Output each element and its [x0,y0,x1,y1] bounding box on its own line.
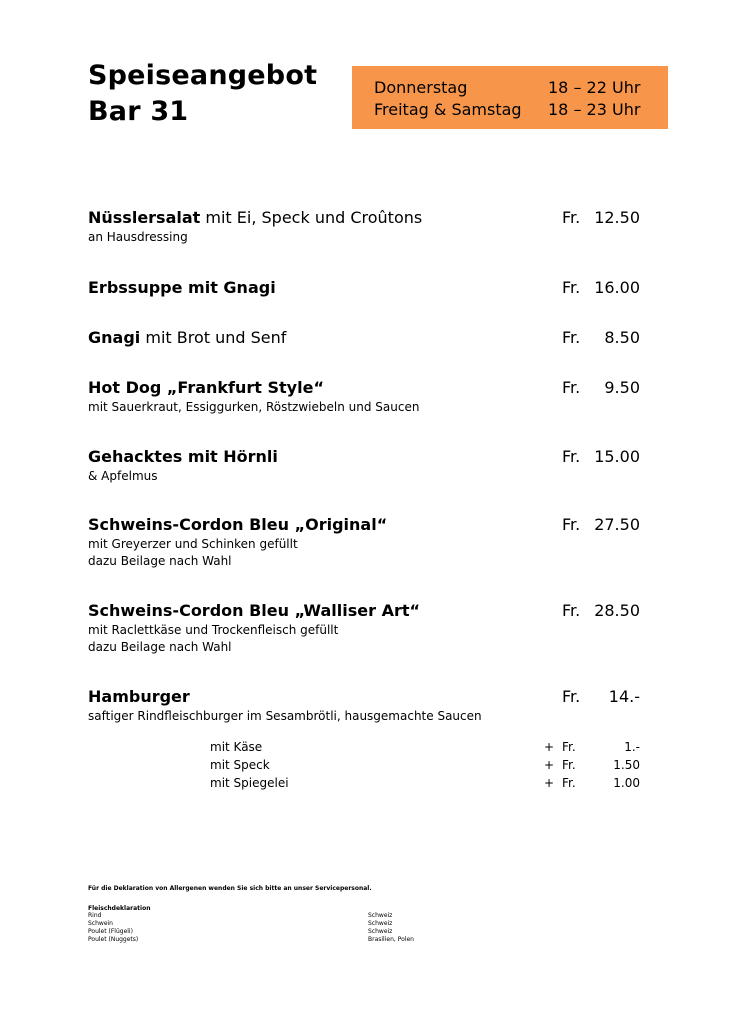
addon-currency: Fr. [562,740,576,754]
hours-row [374,99,668,121]
price-currency: Fr. [562,208,581,227]
menu-item-name-bold: Gehacktes mit Hörnli [88,447,278,466]
declaration-origin: Brasilien, Polen [368,936,414,943]
menu-item-name [88,686,640,708]
declaration-row [88,936,488,944]
menu-item [88,327,640,349]
menu-item-desc: an Hausdressing [88,230,188,244]
price-amount: 8.50 [604,328,640,347]
meat-declaration-list [88,912,488,944]
menu-item [88,207,640,246]
price-currency: Fr. [562,447,581,466]
title-line-2: Bar 31 [88,96,189,127]
price-amount: 15.00 [594,447,640,466]
menu-item-desc: dazu Beilage nach Wahl [88,554,232,568]
price-currency: Fr. [562,278,581,297]
menu-item-name-bold: Nüsslersalat [88,208,201,227]
menu-item-name [88,377,640,399]
menu-item-name-bold: Gnagi [88,328,141,347]
menu-item-desc: & Apfelmus [88,469,158,483]
declaration-origin: Schweiz [368,928,393,935]
menu-item-desc: saftiger Rindfleischburger im Sesambrötli, hausgemachte Saucen [88,709,482,723]
menu-item-name [88,600,640,622]
menu-item-name-rest: mit Brot und Senf [140,328,287,347]
menu-item-name [88,277,640,299]
addon-label: mit Speck [210,758,270,772]
menu-item-name-bold: Hot Dog „Frankfurt Style“ [88,378,324,397]
menu-item-desc: mit Sauerkraut, Essiggurken, Röstzwiebeln und Saucen [88,400,420,414]
hours-day: Freitag & Samstag [374,100,522,119]
price-amount: 12.50 [594,208,640,227]
menu-item-name-bold: Hamburger [88,687,190,706]
price-amount: 27.50 [594,515,640,534]
addon-plus: + [544,776,555,790]
declaration-origin: Schweiz [368,920,393,927]
menu-item [88,514,640,570]
addon-plus: + [544,740,555,754]
hours-day: Donnerstag [374,78,468,97]
menu-item-name-bold: Schweins-Cordon Bleu „Original“ [88,515,388,534]
addon-label: mit Käse [210,740,263,754]
allergen-note: Für die Deklaration von Allergenen wenden Sie sich bitte an unser Servicepersonal. [88,885,372,892]
declaration-origin: Schweiz [368,912,393,919]
addon-label: mit Spiegelei [210,776,289,790]
menu-item-name-bold: Erbssuppe mit Gnagi [88,278,276,297]
declaration-row [88,912,488,920]
menu-item [88,277,640,299]
price-amount: 14.- [608,687,640,706]
menu-item-name [88,327,640,349]
hours-time: 18 – 23 Uhr [548,100,641,119]
menu-item [88,446,640,485]
hours-time: 18 – 22 Uhr [548,78,641,97]
page-title [88,58,317,130]
addon-currency: Fr. [562,776,576,790]
addon-plus: + [544,758,555,772]
menu-item [88,686,640,725]
addon-price: 1.- [624,740,640,754]
declaration-row [88,920,488,928]
price-currency: Fr. [562,515,581,534]
price-amount: 9.50 [604,378,640,397]
menu-item-name-rest: mit Ei, Speck und Croûtons [200,208,423,227]
addon-currency: Fr. [562,758,576,772]
menu-item-name-bold: Schweins-Cordon Bleu „Walliser Art“ [88,601,421,620]
addon-price: 1.00 [613,776,640,790]
opening-hours-box [352,66,668,129]
price-amount: 28.50 [594,601,640,620]
menu-item-name [88,207,640,229]
price-currency: Fr. [562,328,581,347]
declaration-meat: Poulet (Nuggets) [88,936,139,943]
menu-item [88,600,640,656]
declaration-row [88,928,488,936]
menu-item [88,377,640,416]
hours-row [374,77,668,99]
menu-item-desc: mit Raclettkäse und Trockenfleisch gefüllt [88,623,339,637]
menu-item-desc: dazu Beilage nach Wahl [88,640,232,654]
price-currency: Fr. [562,601,581,620]
price-amount: 16.00 [594,278,640,297]
declaration-meat: Rind [88,912,102,919]
declaration-meat: Schwein [88,920,113,927]
declaration-title: Fleischdeklaration [88,905,151,912]
addon-price: 1.50 [613,758,640,772]
declaration-meat: Poulet (Flügeli) [88,928,133,935]
price-currency: Fr. [562,378,581,397]
menu-item-name [88,446,640,468]
menu-item-desc: mit Greyerzer und Schinken gefüllt [88,537,298,551]
menu-item-name [88,514,640,536]
price-currency: Fr. [562,687,581,706]
title-line-1: Speiseangebot [88,60,318,91]
